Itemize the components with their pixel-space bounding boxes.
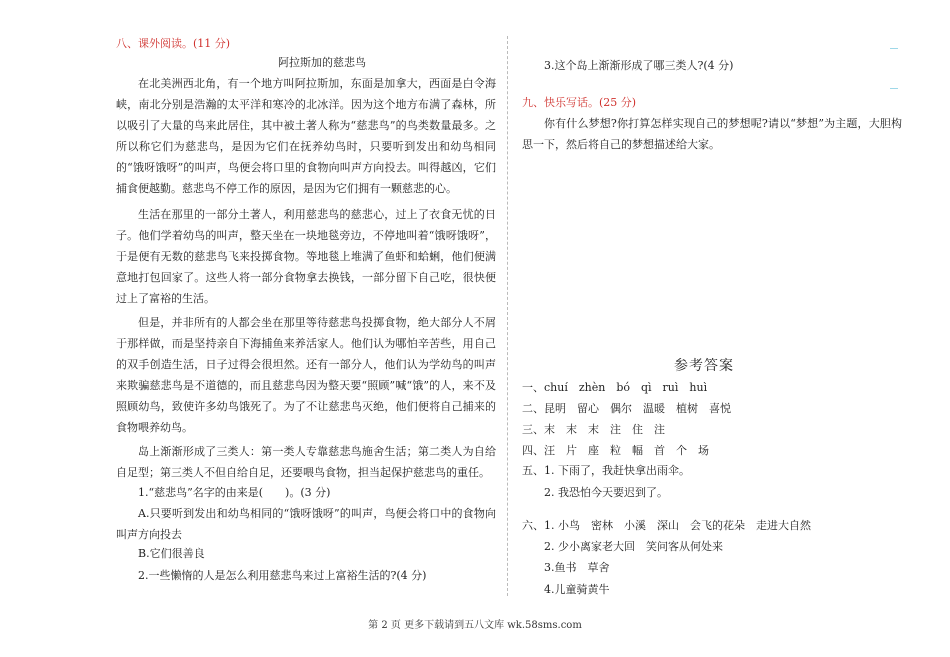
edge-mark <box>890 48 898 49</box>
story-paragraph-4: 岛上渐渐形成了三类人：第一类人专靠慈悲鸟施舍生活；第二类人为自给自足型；第三类人不但自给自足，还要喂鸟食物，担当起保护慈悲鸟的重任。 <box>116 445 496 479</box>
section9-prompt: 你有什么梦想?你打算怎样实现自己的梦想呢?请以“梦想”为主题，大胆构思一下，然后将自己的梦想描述给大家。 <box>522 117 902 151</box>
edge-mark <box>890 88 898 89</box>
story-paragraph-2: 生活在那里的一部分土著人，利用慈悲鸟的慈悲心，过上了衣食无忧的日子。他们学着幼鸟的叫声，整天坐在一块地毯旁边，不停地叫着“饿呀饿呀”，于是便有无数的慈悲鸟飞来投掷食物。等地毯上堆满了鱼虾和蛤蜊，他们便满意地打包回家了。这些人将一部分食物拿去换钱，一部分留下自己吃，很快便过上了富裕的生活。 <box>116 208 496 305</box>
answer-line: 一、chuí zhèn bó qì ruì huì <box>522 381 708 394</box>
question-1-option-b: B.它们很善良 <box>138 547 205 560</box>
section9-heading: 九、快乐写话。(25 分) <box>522 96 637 109</box>
answer-line: 三、末 末 末 注 住 注 <box>522 423 665 436</box>
story-title: 阿拉斯加的慈悲鸟 <box>278 56 366 69</box>
question-1: 1.“慈悲鸟”名字的由来是( )。(3 分) <box>138 486 331 499</box>
answer-line: 六、1. 小鸟 密林 小溪 深山 会飞的花朵 走进大自然 <box>522 519 811 532</box>
answer-line: 3.鱼书 草舍 <box>544 561 610 574</box>
answer-line: 五、1. 下雨了，我赶快拿出雨伞。 <box>522 464 690 477</box>
question-1-option-a: A.只要听到发出和幼鸟相同的“饿呀饿呀”的叫声，鸟便会将口中的食物向叫声方向投去 <box>116 507 496 541</box>
page-footer: 第 2 页 更多下载请到五八文库 wk.58sms.com <box>368 620 582 631</box>
story-paragraph-3: 但是，并非所有的人都会坐在那里等待慈悲鸟投掷食物，绝大部分人不屑于那样做，而是坚持亲自下海捕鱼来养活家人。他们认为哪怕辛苦些，用自己的双手创造生活，日子过得会很坦然。还有一部分人，他们认为学幼鸟的叫声来欺骗慈悲鸟是不道德的，而且慈悲鸟因为整天要“照顾”喊“饿”的人，来不及照顾幼鸟，致使许多幼鸟饿死了。为了不让慈悲鸟灭绝，他们便将自己捕来的食物喂养幼鸟。 <box>116 316 496 434</box>
answer-line: 2. 我恐怕今天要迟到了。 <box>544 486 668 499</box>
story-paragraph-1: 在北美洲西北角，有一个地方叫阿拉斯加，东面是加拿大，西面是白令海峡，南北分别是浩瀚的太平洋和寒冷的北冰洋。因为这个地方布满了森林，所以吸引了大量的鸟来此居住，其中被土著人称为“慈悲鸟”的鸟类数量最多。之所以称它们为慈悲鸟，是因为它们在抚养幼鸟时，只要听到发出和幼鸟相同的“饿呀饿呀”的叫声，鸟便会将口里的食物向叫声方向投去。叫得越凶，它们捕食便越勤。慈悲鸟不停工作的原因，是因为它们拥有一颗慈悲的心。 <box>116 77 496 195</box>
question-2: 2.一些懒惰的人是怎么利用慈悲鸟来过上富裕生活的?(4 分) <box>138 569 427 582</box>
question-3: 3.这个岛上渐渐形成了哪三类人?(4 分) <box>544 59 734 72</box>
answers-title: 参考答案 <box>674 358 734 374</box>
section8-heading: 八、课外阅读。(11 分) <box>116 37 231 50</box>
answer-line: 4.儿童骑黄牛 <box>544 583 610 596</box>
answer-line: 2. 少小离家老大回 笑问客从何处来 <box>544 540 723 553</box>
column-divider <box>507 36 508 596</box>
answer-line: 二、昆明 留心 偶尔 温暖 植树 喜悦 <box>522 402 731 415</box>
answer-line: 四、汪 片 座 粒 幅 首 个 场 <box>522 444 709 457</box>
